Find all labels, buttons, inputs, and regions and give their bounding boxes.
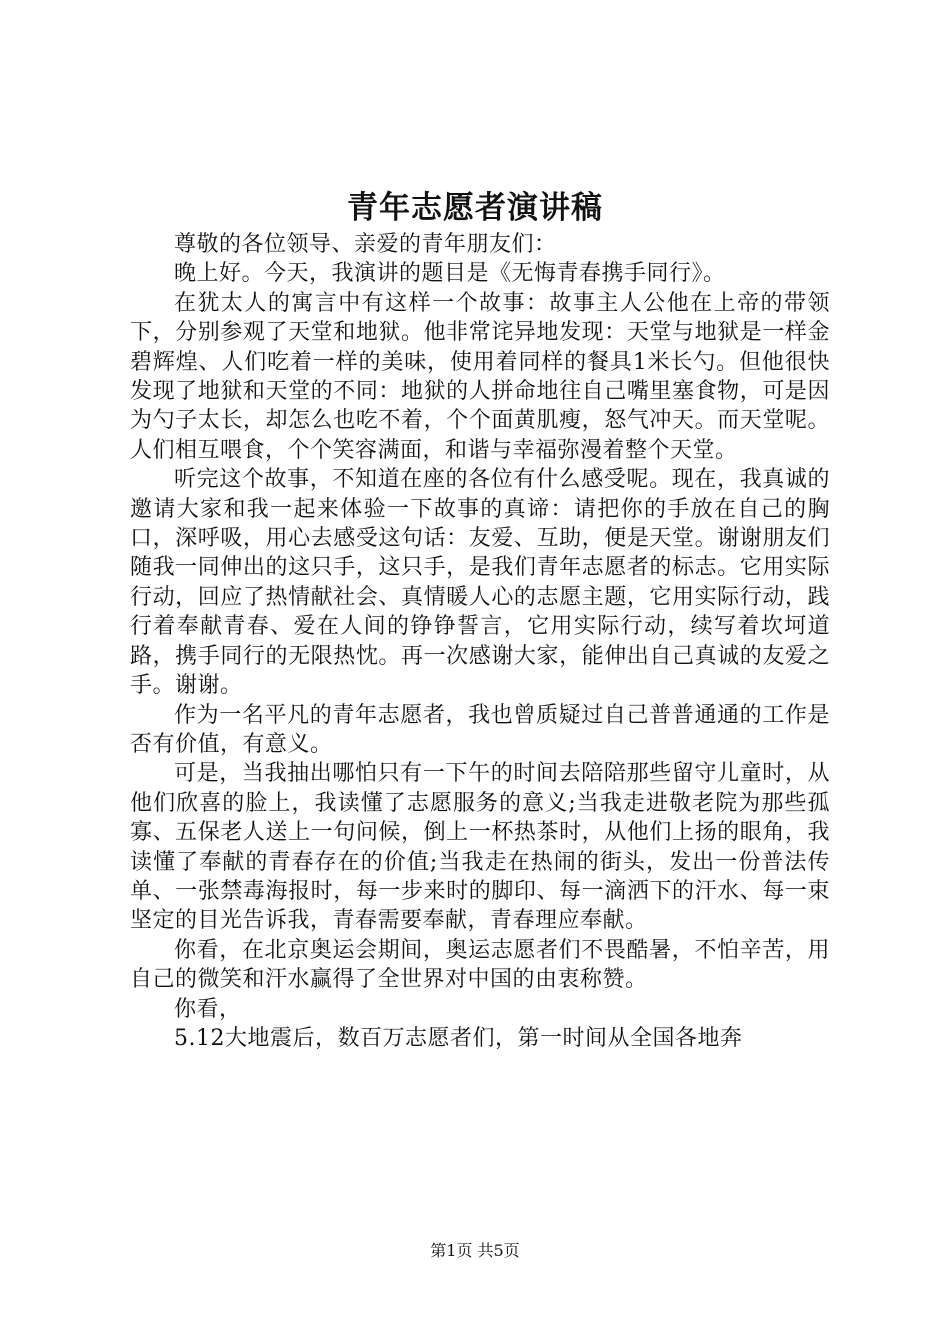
document-body (130, 230, 830, 1053)
paragraph-intro: 晚上好。今天，我演讲的题目是《无悔青春携手同行》。 (174, 261, 726, 287)
paragraph-reflection: 听完这个故事，不知道在座的各位有什么感受呢。现在，我真诚的邀请大家和我一起来体验一下故事的真谛：请把你的手放在自己的胸口，深呼吸，用心去感受这句话：友爱、互助，便是天堂。谢谢朋友们随我一同伸出的这只手，这只手，是我们青年志愿者的标志。它用实际行动，回应了热情献社会、真情暖人心的志愿主题，它用实际行动，践行着奉献青春、爱在人间的铮铮誓言，它用实际行动，续写着坎坷道路，携手同行的无限热忱。再一次感谢大家，能伸出自己真诚的友爱之手。谢谢。 (130, 467, 830, 699)
paragraph-meaning: 可是，当我抽出哪怕只有一下午的时间去陪陪那些留守儿童时，从他们欣喜的脸上，我读懂了志愿服务的意义;当我走进敬老院为那些孤寡、五保老人送上一句问候，倒上一杯热茶时，从他们上扬的眼角，我读懂了奉献的青春存在的价值;当我走在热闹的街头，发出一份普法传单、一张禁毒海报时，每一步来时的脚印、每一滴洒下的汗水、每一束坚定的目光告诉我，青春需要奉献，青春理应奉献。 (130, 761, 830, 934)
paragraph-greeting: 尊敬的各位领导、亲爱的青年朋友们： (174, 232, 557, 257)
paragraph-doubt: 作为一名平凡的青年志愿者，我也曾质疑过自己普普通通的工作是否有价值，有意义。 (130, 702, 830, 757)
page-footer: 第1页 共5页 (430, 1241, 520, 1260)
paragraph-story: 在犹太人的寓言中有这样一个故事：故事主人公他在上帝的带领下，分别参观了天堂和地狱。他非常诧异地发现：天堂与地狱是一样金碧辉煌、人们吃着一样的美味，使用着同样的餐具1米长勺。但他很快发现了地狱和天堂的不同：地狱的人拼命地往自己嘴里塞食物，可是因为勺子太长，却怎么也吃不着，个个面黄肌瘦，怒气冲天。而天堂呢。人们相互喂食，个个笑容满面，和谐与幸福弥漫着整个天堂。 (130, 290, 830, 463)
paragraph-olympics: 你看，在北京奥运会期间，奥运志愿者们不畏酷暑，不怕辛苦，用自己的微笑和汗水赢得了全世界对中国的由衷称赞。 (130, 937, 830, 993)
paragraph-earthquake: 5.12大地震后，数百万志愿者们，第一时间从全国各地奔 (174, 1025, 743, 1051)
paragraph-look: 你看， (174, 996, 242, 1022)
document-title: 青年志愿者演讲稿 (347, 190, 603, 226)
